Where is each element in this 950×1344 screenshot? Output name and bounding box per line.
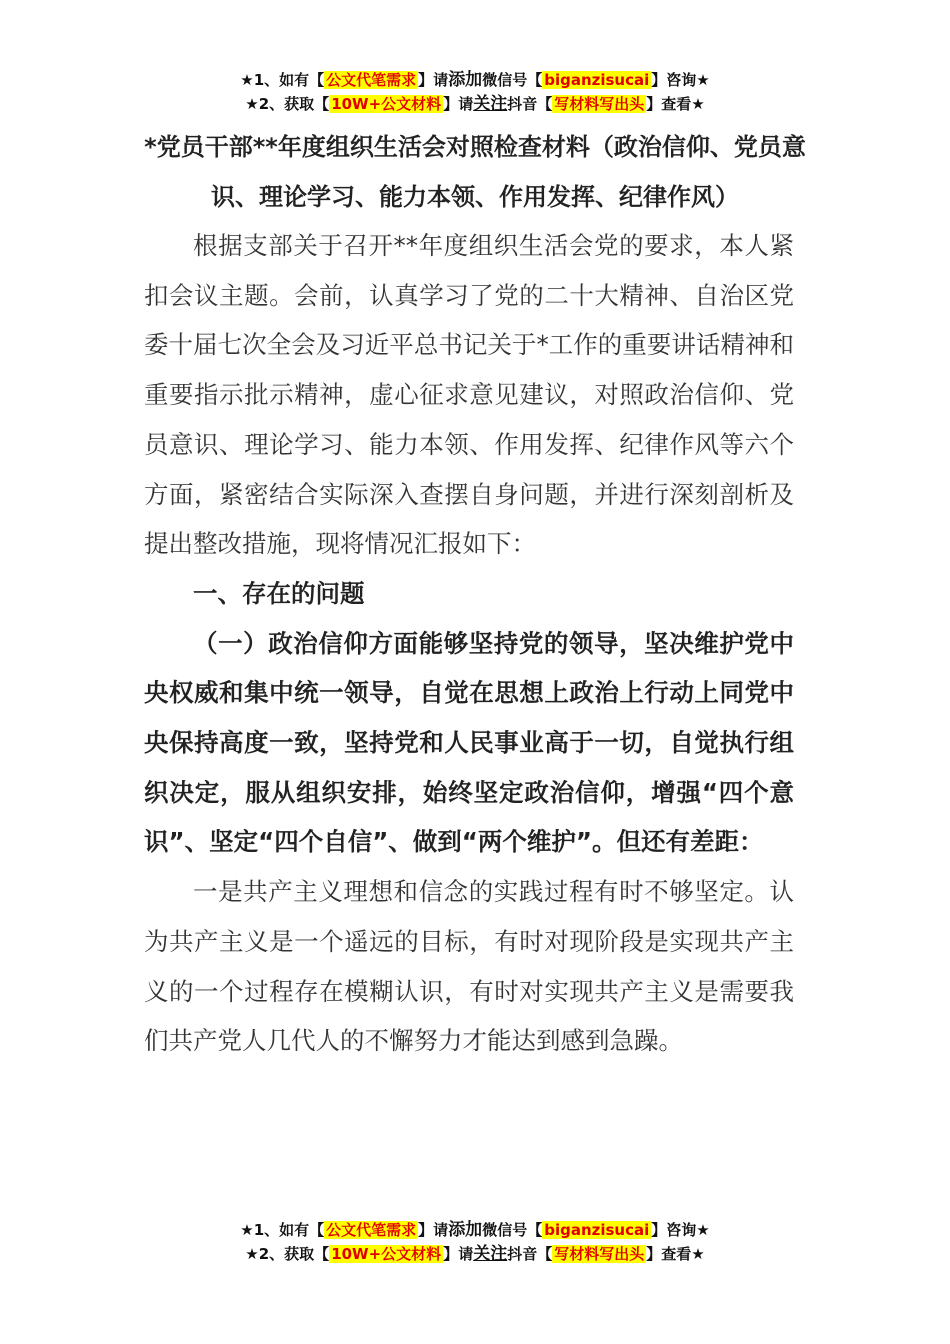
promo-emphasis: 关注 xyxy=(473,1244,508,1264)
promo-text: 微信号【 xyxy=(482,1221,543,1239)
promo-emphasis: 关注 xyxy=(473,94,508,114)
promo-text: 】请 xyxy=(418,1221,449,1239)
promo-text: 】咨询 xyxy=(651,71,697,89)
promo-text: 】请 xyxy=(418,71,449,89)
promo-text: 2、获取【 xyxy=(258,1245,330,1263)
highlight-wechat-id: biganzisucai xyxy=(544,1221,650,1239)
document-title: *党员干部**年度组织生活会对照检查材料（政治信仰、党员意识、理论学习、能力本领、作用发挥、纪律作风） xyxy=(144,133,806,211)
highlight-service: 公文代笔需求 xyxy=(326,1221,417,1239)
star-icon: ★ xyxy=(245,95,259,113)
highlight-wechat-id: biganzisucai xyxy=(544,71,650,89)
star-icon: ★ xyxy=(240,71,254,89)
promo-text: 抖音【 xyxy=(507,1245,553,1263)
promo-text: 微信号【 xyxy=(482,71,543,89)
promo-line-2 xyxy=(0,92,950,116)
promo-text: 1、如有【 xyxy=(253,1221,325,1239)
highlight-douyin: 写材料写出头 xyxy=(554,95,645,113)
promo-line-1 xyxy=(0,68,950,92)
promo-emphasis: 添加 xyxy=(448,70,483,90)
promo-line-1 xyxy=(0,1218,950,1242)
highlight-materials: 10W+公文材料 xyxy=(331,95,442,113)
issue-one-paragraph: 一是共产主义理想和信念的实践过程有时不够坚定。认为共产主义是一个遥远的目标，有时对现阶段是实现共产主义的一个过程存在模糊认识，有时对实现共产主义是需要我们共产党人几代人的不懈努力才能达到感到急躁。 xyxy=(144,877,794,1056)
star-icon: ★ xyxy=(696,1221,710,1239)
document-body xyxy=(144,221,794,1066)
section-heading: 一、存在的问题 xyxy=(193,578,365,608)
star-icon: ★ xyxy=(691,95,705,113)
promo-text: 】咨询 xyxy=(651,1221,697,1239)
promo-text: 】请 xyxy=(443,95,474,113)
highlight-materials: 10W+公文材料 xyxy=(331,1245,442,1263)
promo-text: 抖音【 xyxy=(507,95,553,113)
promo-emphasis: 添加 xyxy=(448,1220,483,1240)
promo-header xyxy=(0,68,950,116)
highlight-service: 公文代笔需求 xyxy=(326,71,417,89)
promo-text: 1、如有【 xyxy=(253,71,325,89)
promo-text: 】请 xyxy=(443,1245,474,1263)
highlight-douyin: 写材料写出头 xyxy=(554,1245,645,1263)
star-icon: ★ xyxy=(245,1245,259,1263)
political-belief-paragraph: （一）政治信仰方面能够坚持党的领导，坚决维护党中央权威和集中统一领导，自觉在思想上政治上行动上同党中央保持高度一致，坚持党和人民事业高于一切，自觉执行组织决定，服从组织安排，始终坚定政治信仰，增强“四个意识”、坚定“四个自信”、做到“两个维护”。但还有差距： xyxy=(144,628,794,857)
star-icon: ★ xyxy=(691,1245,705,1263)
promo-line-2 xyxy=(0,1242,950,1266)
promo-footer xyxy=(0,1218,950,1266)
promo-text: 2、获取【 xyxy=(258,95,330,113)
intro-paragraph: 根据支部关于召开**年度组织生活会党的要求，本人紧扣会议主题。会前，认真学习了党的二十大精神、自治区党委十届七次全会及习近平总书记关于*工作的重要讲话精神和重要指示批示精神，虚心征求意见建议，对照政治信仰、党员意识、理论学习、能力本领、作用发挥、纪律作风等六个方面，紧密结合实际深入查摆自身问题，并进行深刻剖析及提出整改措施，现将情况汇报如下： xyxy=(144,231,794,559)
star-icon: ★ xyxy=(696,71,710,89)
promo-text: 】查看 xyxy=(646,1245,692,1263)
promo-text: 】查看 xyxy=(646,95,692,113)
star-icon: ★ xyxy=(240,1221,254,1239)
